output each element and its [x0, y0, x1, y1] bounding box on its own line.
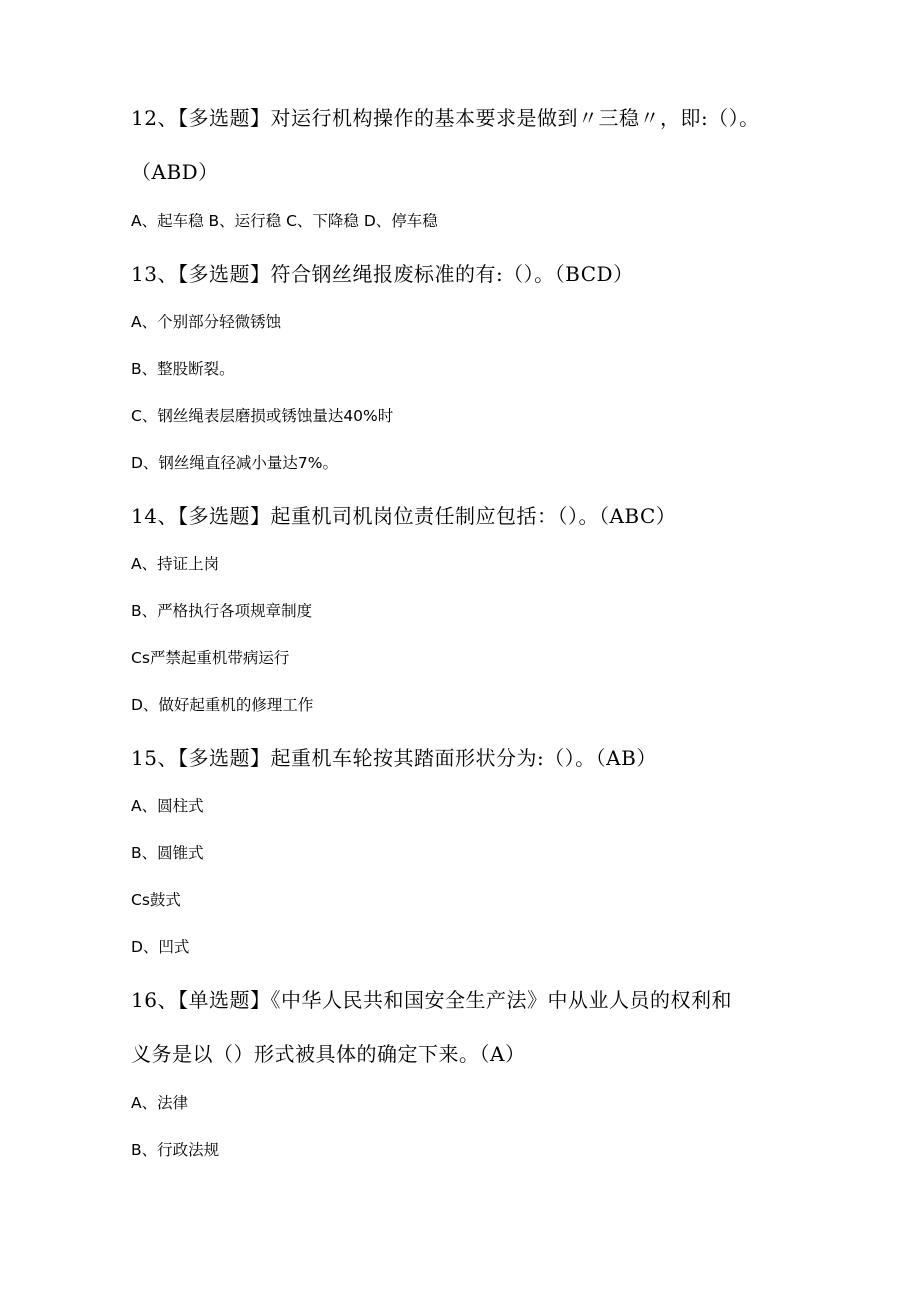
- question-13-option-d: D、钢丝绳直径减小量达7%。: [131, 454, 339, 472]
- question-15-option-d: D、凹式: [131, 938, 190, 956]
- question-16-option-a: A、法律: [131, 1094, 189, 1112]
- question-12-answer: （ABD）: [131, 160, 219, 184]
- question-14-option-d: D、做好起重机的修理工作: [131, 696, 314, 714]
- question-14-text: 14、【多选题】起重机司机岗位责任制应包括：（）。（ABC）: [131, 504, 677, 528]
- question-15-text: 15、【多选题】起重机车轮按其踏面形状分为:（）。（AB）: [131, 746, 657, 770]
- question-15-option-c: Cs鼓式: [131, 891, 181, 909]
- question-13-option-c: C、钢丝绳表层磨损或锈蚀量达40%时: [131, 407, 394, 425]
- question-16-text-line-2: 义务是以（）形式被具体的确定下来。（A）: [131, 1042, 526, 1066]
- question-15-option-b: B、圆锥式: [131, 844, 204, 862]
- question-12-options: A、起车稳 B、运行稳 C、下降稳 D、停车稳: [131, 212, 438, 230]
- question-13-option-b: B、整股断裂。: [131, 360, 235, 378]
- question-14-option-b: B、严格执行各项规章制度: [131, 602, 313, 620]
- question-13-option-a: A、个别部分轻微锈蚀: [131, 313, 282, 331]
- question-12-text: 12、【多选题】对运行机构操作的基本要求是做到〃三稳〃，即:（）。: [131, 106, 760, 130]
- question-14-option-c: Cs严禁起重机带病运行: [131, 649, 290, 667]
- question-13-text: 13、【多选题】符合钢丝绳报废标准的有:（）。（BCD）: [131, 262, 634, 286]
- question-15-option-a: A、圆柱式: [131, 797, 204, 815]
- question-14-option-a: A、持证上岗: [131, 555, 220, 573]
- question-16-text-line-1: 16、【单选题】《中华人民共和国安全生产法》中从业人员的权利和: [131, 988, 732, 1012]
- question-16-option-b: B、行政法规: [131, 1141, 220, 1159]
